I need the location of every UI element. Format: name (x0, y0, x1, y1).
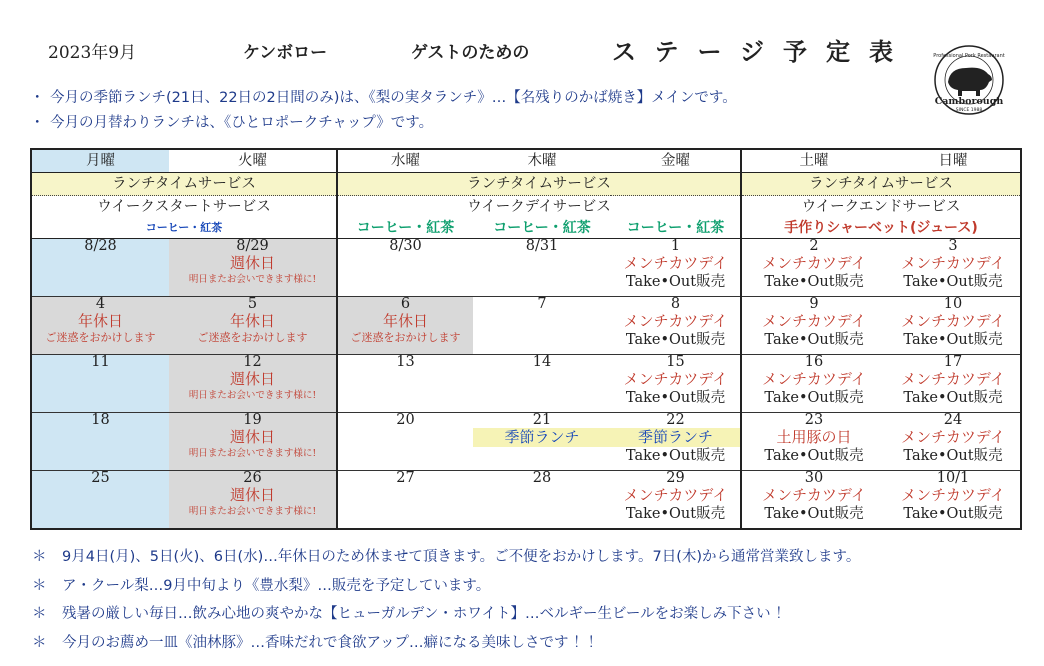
day-cell (31, 297, 169, 355)
day-cell (337, 471, 473, 530)
closed-sub: 明日またお会いできます様に! (188, 274, 317, 285)
day-cell (169, 355, 337, 413)
lunch-service-end: ランチタイムサービス (741, 173, 1021, 196)
day-cell (611, 297, 741, 355)
menchi-label: メンチカツデイ (901, 254, 1005, 272)
day-number: 15 (666, 354, 685, 370)
day-cell (886, 239, 1021, 297)
day-header-wed: 水曜 (337, 149, 473, 173)
day-header-sun: 日曜 (886, 149, 1021, 173)
doyo-label: 土用豚の日 (776, 428, 852, 446)
day-number: 2 (809, 238, 819, 254)
bottom-note-text: 9月4日(月)、5日(火)、6日(水)…年休日のため休ませて頂きます。ご不便をおかけします。7日(木)から通常営業致します。 (62, 549, 861, 565)
day-cell (741, 297, 886, 355)
day-number: 30 (804, 470, 824, 486)
top-note (30, 111, 737, 136)
day-cell (741, 239, 886, 297)
day-header-tue: 火曜 (169, 149, 337, 173)
day-number: 10 (943, 296, 963, 312)
menchi-label: メンチカツデイ (901, 428, 1005, 446)
day-cell (741, 471, 886, 530)
day-cell (473, 297, 611, 355)
day-number: 20 (396, 412, 415, 428)
holiday-sub: ご迷惑をおかけします (350, 331, 461, 344)
takeout-label: Take•Out販売 (764, 448, 864, 464)
week-start-service: ウイークスタートサービス (31, 196, 337, 219)
takeout-label: Take•Out販売 (764, 274, 864, 290)
day-number: 8/28 (84, 238, 117, 254)
day-cell (611, 355, 741, 413)
day-cell (886, 413, 1021, 471)
day-cell (31, 413, 169, 471)
logo-since: SINCE 1988 (955, 108, 983, 113)
holiday-sub: ご迷惑をおかけします (197, 331, 308, 344)
day-number: 8 (670, 296, 681, 312)
day-number: 5 (247, 296, 258, 312)
day-number: 16 (804, 354, 824, 370)
takeout-label: Take•Out販売 (903, 506, 1003, 522)
weekend-service: ウイークエンドサービス (741, 196, 1021, 219)
day-number: 22 (666, 412, 685, 428)
takeout-label: Take•Out販売 (764, 390, 864, 406)
day-cell (31, 239, 169, 297)
takeout-label: Take•Out販売 (903, 390, 1003, 406)
takeout-label: Take•Out販売 (764, 506, 864, 522)
day-number: 3 (948, 238, 958, 254)
day-number: 28 (532, 470, 552, 486)
bottom-note-text: ア・クール梨…9月中旬より《豊水梨》…販売を予定しています。 (62, 577, 491, 594)
pig-icon (948, 68, 992, 96)
bottom-notes (32, 543, 860, 657)
day-number: 25 (91, 470, 110, 486)
menchi-label: メンチカツデイ (623, 254, 728, 272)
day-cell (169, 239, 337, 297)
lunch-service-start: ランチタイムサービス (31, 173, 337, 196)
day-cell (337, 355, 473, 413)
takeout-label: Take•Out販売 (903, 332, 1003, 348)
day-cell (337, 297, 473, 355)
day-cell (473, 413, 611, 471)
header-date: 2023年9月 (48, 43, 137, 63)
top-note-text: 今月の季節ランチ(21日、22日の2日間のみ)は、《梨の実タランチ》…【名残りのかば焼き】メインです。 (50, 90, 737, 106)
day-number: 9 (809, 296, 819, 312)
drink-wed: コーヒー・紅茶 (337, 218, 473, 239)
day-number: 24 (943, 412, 963, 428)
closed-label: 週休日 (229, 486, 275, 504)
holiday-label: 年休日 (382, 312, 428, 330)
day-cell (31, 471, 169, 530)
day-cell (169, 413, 337, 471)
day-cell (473, 239, 611, 297)
closed-label: 週休日 (229, 254, 275, 272)
day-cell (473, 471, 611, 530)
day-number: 7 (537, 296, 547, 312)
menchi-label: メンチカツデイ (623, 312, 728, 330)
takeout-label: Take•Out販売 (625, 332, 726, 348)
day-number: 27 (396, 470, 415, 486)
takeout-label: Take•Out販売 (764, 332, 864, 348)
day-header-mon: 月曜 (31, 149, 169, 173)
day-cell (169, 297, 337, 355)
closed-sub: 明日またお会いできます様に! (188, 390, 317, 401)
day-cell (741, 355, 886, 413)
takeout-label: Take•Out販売 (903, 448, 1003, 464)
top-notes (30, 86, 737, 136)
day-cell (741, 413, 886, 471)
holiday-label: 年休日 (77, 312, 123, 330)
day-number: 18 (91, 412, 110, 428)
bottom-note (32, 572, 860, 601)
seasonal-lunch-label: 季節ランチ (473, 428, 611, 447)
seasonal-lunch-label: 季節ランチ (611, 428, 740, 447)
holiday-sub: ご迷惑をおかけします (45, 331, 156, 344)
day-cell (886, 297, 1021, 355)
closed-label: 週休日 (229, 370, 275, 388)
day-number: 29 (666, 470, 685, 486)
takeout-label: Take•Out販売 (903, 274, 1003, 290)
asterisk-icon: ＊ (32, 606, 47, 622)
header-guest: ゲストのための (411, 43, 530, 63)
day-cell (611, 471, 741, 530)
menchi-label: メンチカツデイ (762, 370, 866, 388)
day-header-fri: 金曜 (611, 149, 741, 173)
camborough-logo (932, 40, 1006, 120)
bottom-note (32, 629, 860, 658)
drink-end: 手作りシャーベット(ジュース) (741, 218, 1021, 239)
holiday-label: 年休日 (229, 312, 275, 330)
day-header-sat: 土曜 (741, 149, 886, 173)
day-number: 21 (532, 412, 552, 428)
asterisk-icon: ＊ (32, 634, 47, 651)
day-header-thu: 木曜 (473, 149, 611, 173)
top-note-text: 今月の月替わりランチは、《ひとロポークチャップ》です。 (50, 115, 434, 131)
closed-label: 週休日 (229, 428, 275, 446)
takeout-label: Take•Out販売 (625, 448, 726, 464)
day-number: 1 (670, 238, 681, 254)
drink-thu: コーヒー・紅茶 (473, 218, 611, 239)
day-cell (473, 355, 611, 413)
day-cell (337, 413, 473, 471)
closed-sub: 明日またお会いできます様に! (188, 506, 317, 517)
day-number: 11 (91, 354, 110, 370)
day-number: 13 (396, 354, 415, 370)
menchi-label: メンチカツデイ (623, 370, 728, 388)
menchi-label: メンチカツデイ (762, 254, 866, 272)
top-note (30, 86, 737, 111)
day-cell (886, 355, 1021, 413)
bullet: ・ (30, 115, 45, 131)
day-cell (611, 239, 741, 297)
asterisk-icon: ＊ (32, 577, 47, 594)
day-number: 17 (943, 354, 963, 370)
day-number: 26 (243, 470, 262, 486)
day-number: 23 (804, 412, 824, 428)
day-cell (31, 355, 169, 413)
asterisk-icon: ＊ (32, 549, 47, 565)
drink-start: コーヒー・紅茶 (31, 218, 337, 239)
menchi-label: メンチカツデイ (623, 486, 728, 504)
bottom-note (32, 600, 860, 629)
day-number: 10/1 (936, 470, 970, 486)
day-number: 6 (400, 296, 411, 312)
day-number: 8/31 (525, 238, 559, 254)
menchi-label: メンチカツデイ (901, 312, 1005, 330)
logo-name: Camborough (934, 96, 1004, 107)
menchi-label: メンチカツデイ (901, 370, 1005, 388)
day-number: 4 (95, 296, 106, 312)
bottom-note (32, 543, 860, 572)
lunch-service-weekday: ランチタイムサービス (337, 173, 741, 196)
day-cell (611, 413, 741, 471)
menchi-label: メンチカツデイ (762, 312, 866, 330)
bullet: ・ (30, 90, 45, 106)
page-title: ステージ予定表 (612, 38, 913, 66)
day-number: 8/29 (236, 238, 269, 254)
takeout-label: Take•Out販売 (625, 506, 726, 522)
drink-fri: コーヒー・紅茶 (611, 218, 741, 239)
weekday-service: ウイークデイサービス (337, 196, 741, 219)
day-cell (886, 471, 1021, 530)
day-cell (337, 239, 473, 297)
menchi-label: メンチカツデイ (762, 486, 866, 504)
menchi-label: メンチカツデイ (901, 486, 1005, 504)
header-shop-name: ケンボロー (243, 43, 328, 63)
schedule-calendar (30, 148, 1022, 530)
bottom-note-text: 残暑の厳しい毎日…飲み心地の爽やかな【ヒューガルデン・ホワイト】…ベルギー生ビールをお楽しみ下さい ！ (62, 606, 790, 622)
day-number: 8/30 (389, 238, 422, 254)
takeout-label: Take•Out販売 (625, 274, 726, 290)
bottom-note-text: 今月のお薦め一皿《油林豚》…香味だれで食欲アップ…癖になる美味しさです ！！ (62, 634, 603, 651)
day-number: 12 (243, 354, 262, 370)
takeout-label: Take•Out販売 (625, 390, 726, 406)
day-number: 19 (243, 412, 262, 428)
day-number: 14 (532, 354, 552, 370)
closed-sub: 明日またお会いできます様に! (188, 448, 317, 459)
logo-ring-text: Professional Pork Restaurant (933, 53, 1005, 59)
day-cell (169, 471, 337, 530)
